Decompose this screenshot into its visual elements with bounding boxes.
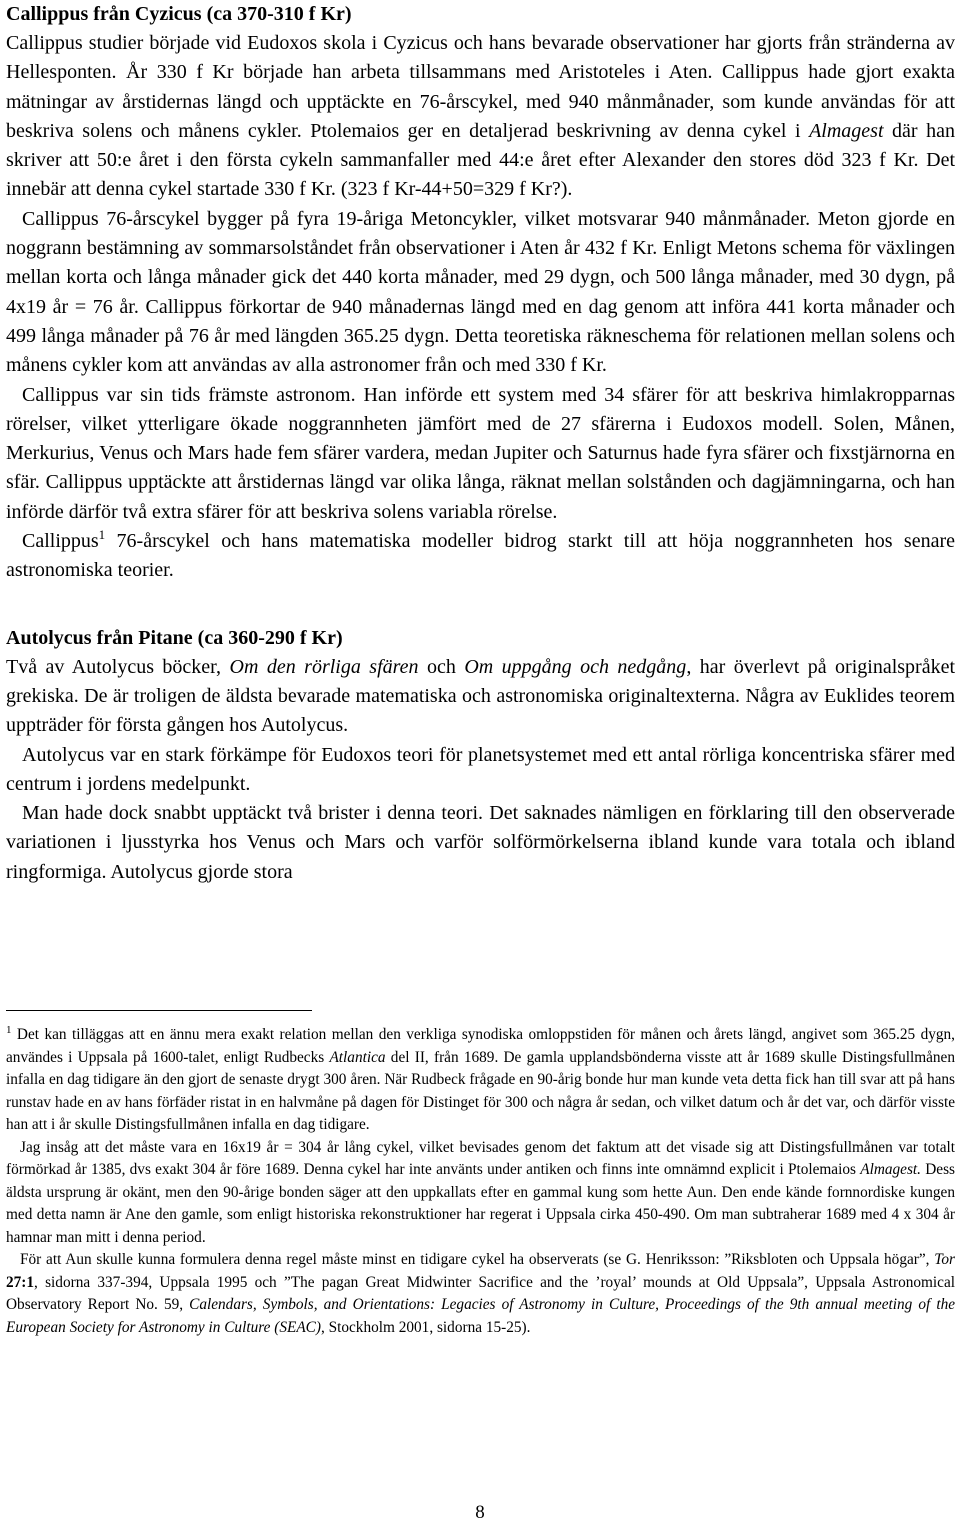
text-run: , har överlevt på originalspråket grekiska. De är troligen de äldsta bevarade matematiska och astronomiska originaltexterna. Några av Euklides teorem uppträder för första gången hos Autolycus. [6, 655, 956, 737]
section-heading-autolycus: Autolycus från Pitane (ca 360-290 f Kr) [6, 626, 343, 649]
italic-title: Calendars, Symbols, and Orientations: Legacies of Astronomy in Culture, Proceedings of the 9th annual meeting of the European Society for Astronomy in Culture (SEAC) [6, 1296, 956, 1336]
paragraph [6, 29, 955, 205]
main-text [6, 0, 955, 887]
footnote-paragraph [6, 1137, 955, 1250]
footnote-separator [6, 1010, 312, 1011]
section-heading-callippus: Callippus från Cyzicus (ca 370-310 f Kr) [6, 3, 352, 25]
page-number: 8 [475, 1502, 485, 1523]
paragraph: Autolycus var en stark förkämpe för Eudoxos teori för planetsystemet med ett antal rörliga koncentriska sfärer med centrum i jordens medelpunkt. [6, 743, 955, 795]
bold-text: 27:1 [6, 1273, 35, 1291]
paragraph [6, 527, 955, 586]
paragraph: Man hade dock snabbt upptäckt två brister i denna teori. Det saknades nämligen en förklaring till den observerade variationen i ljusstyrka hos Venus och Mars och varför solförmörkelserna ibland kunde vara totala och ibland ringformiga. Autolycus gjorde stora [6, 802, 955, 883]
section-spacer [6, 586, 955, 624]
paragraph [6, 653, 955, 741]
italic-title: Om den rörliga sfären [229, 655, 419, 678]
text-run: Callippus [22, 530, 99, 553]
text-run: , Stockholm 2001, sidorna 15-25). [320, 1318, 531, 1336]
text-run: Det kan tilläggas att en ännu mera exakt relation mellan den verkliga synodiska omloppstiden för månen och årets längd, angivet som 365.25 dygn, användes i Uppsala på 1600-talet, enligt Rudbecks [6, 1026, 955, 1066]
text-run: För att Aun skulle kunna formulera denna regel måste minst en tidigare cykel ha observerats (se G. Henriksson: ”Riksbloten och Uppsala högar”, [20, 1251, 935, 1268]
italic-title: Atlantica [329, 1048, 386, 1066]
italic-title: Almagest [809, 119, 884, 142]
text-run: Jag insåg att det måste vara en 16x19 år = 304 år lång cykel, vilket bevisades genom det faktum att det visade sig att Distingsfullmånen var totalt förmörkad år 1385, dvs exakt 304 år före 1689. Denna cykel har inte använts under antiken och finns inte omnämnd explicit i Ptolemaios [6, 1138, 955, 1178]
text-run: del II, från 1689. De gamla upplandsbönderna visste att år 1689 skulle Distingsfullmånen infalla en dag tidigare än den gjort de senaste drygt 300 åren. När Rudbeck frågade en 90-årig bonde hur man kunde veta detta fick han till svar att på hans runstav hade en av hans förfäder ristat in en halvmåne på dagen för Distinget för 300 och några år sedan, och vilket datum och år det var, och därför visste han att i år skulle Distingsfullmånen infalla en dag tidigare. [6, 1048, 955, 1133]
footnote-area [6, 1024, 955, 1339]
text-run: 76-årscykel och hans matematiska modeller bidrog starkt till att höja noggrannheten hos senare astronomiska teorier. [6, 530, 955, 582]
footnote-paragraph [6, 1024, 955, 1137]
text-run: och [418, 655, 465, 678]
footnote-paragraph [6, 1249, 955, 1339]
footnote-marker: 1 [6, 1024, 12, 1036]
text-run: Callippus studier började vid Eudoxos skola i Cyzicus och hans bevarade observationer har gjorts från stränderna av Hellesponten. År 330 f Kr började han arbeta tillsammans med Aristoteles i Aten. Callippus hade gjort exakta mätningar av årstidernas längd och upptäckte en 76-årscykel, med 940 månmånader, som kunde användas för att beskriva solens och månens cykler. Ptolemaios ger en detaljerad beskrivning av denna cykel i [6, 32, 955, 142]
text-run: , sidorna 337-394, Uppsala 1995 och ”The pagan Great Midwinter Sacrifice and the ’royal’ mounds at Old Uppsala”, Uppsala Astronomical Observatory Report No. 59, [6, 1273, 955, 1313]
paragraph: Callippus var sin tids främste astronom. Han införde ett system med 34 sfärer för att beskriva himlakropparnas rörelser, vilket ytterligare ökade noggrannheten jämfört med de 27 sfärerna i Eudoxos modell. Solen, Månen, Merkurius, Venus och Mars hade fem sfärer vardera, medan Jupiter och Saturnus hade fyra sfärer och fixstjärnorna en sfär. Callippus upptäckte att årstidernas längd var olika långa, räknat mellan solstånden och dagjämningarna, och han införde därför två extra sfärer för att beskriva solens variabla rörelse. [6, 383, 955, 523]
text-run: där han skriver att 50:e året i den första cykeln sammanfaller med 44:e året efter Alexander den stores död 323 f Kr. Det innebär att denna cykel startade 330 f Kr. (323 f Kr-44+50=329 f Kr?). [6, 119, 955, 201]
italic-title: Almagest. [860, 1161, 921, 1178]
italic-title: Tor [934, 1251, 955, 1268]
text-run: Dess äldsta ursprung är okänt, men den 90-årige bonden säger att den uppkallats efter en gammal kung som hette Aun. Den ende kände fornnordiske kungen med detta namn är Ane den gamle, som enligt historiska rekonstruktioner har regerat i Uppsala cirka 450-490. Om man subtraherar 1689 med 4 x 304 år hamnar man mitt i denna period. [6, 1161, 955, 1246]
text-run: Två av Autolycus böcker, [6, 655, 230, 678]
footnote-reference[interactable]: 1 [98, 527, 106, 543]
italic-title: Om uppgång och nedgång [464, 655, 687, 678]
document-page [6, 0, 956, 1336]
paragraph: Callippus 76-årscykel bygger på fyra 19-åriga Metoncykler, vilket motsvarar 940 månmånader. Meton gjorde en noggrann bestämning av sommarsolståndet från observationer i Aten år 432 f Kr. Enligt Metons schema för växlingen mellan korta och långa månader gick det 440 korta månader, med 29 dygn, och 500 långa månader, med 30 dygn, på 4x19 år = 76 år. Callippus förkortar de 940 månadernas längd med en dag genom att införa 441 korta månader och 499 långa månader på 76 år med längden 365.25 dygn. Detta teoretiska räkneschema för relationen mellan solens och månens cykler kom att användas av alla astronomer från och med 330 f Kr. [6, 207, 955, 377]
